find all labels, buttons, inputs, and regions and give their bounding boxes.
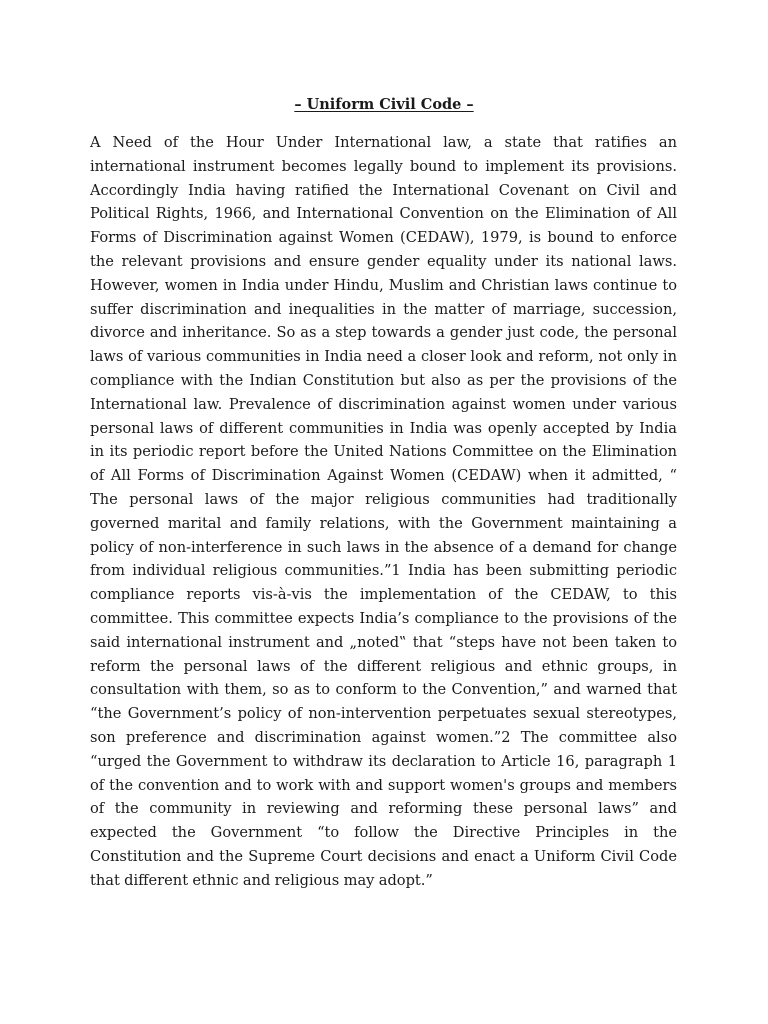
document-title: – Uniform Civil Code –	[294, 96, 474, 113]
body-paragraph: A Need of the Hour Under International law, a state that ratifies an international instrument becomes legally bound to implement its provisions. Accordingly India having ratified the International Covenant on Civil and Political Rights, 1966, and International Convention on the Elimination of All Forms of Discrimination against Women (CEDAW), 1979, is bound to enforce the relevant provisions and ensure gender equality under its national laws. However, women in India under Hindu, Muslim and Christian laws continue to suffer discrimination and inequalities in the matter of marriage, succession, divorce and inheritance. So as a step towards a gender just code, the personal laws of various communities in India need a closer look and reform, not only in compliance with the Indian Constitution but also as per the provisions of the International law. Prevalence of discrimination against women under various personal laws of different communities in India was openly accepted by India in its periodic report before the United Nations Committee on the Elimination of All Forms of Discrimination Against Women (CEDAW) when it admitted, “ The personal laws of the major religious communities had traditionally governed marital and family relations, with the Government maintaining a policy of non-interference in such laws in the absence of a demand for change from individual religious communities.”1 India has been submitting periodic compliance reports vis-à-vis the implementation of the CEDAW, to this committee. This committee expects India’s compliance to the provisions of the said international instrument and „noted‟ that “steps have not been taken to reform the personal laws of the different religious and ethnic groups, in consultation with them, so as to conform to the Convention,” and warned that “the Government’s policy of non-intervention perpetuates sexual stereotypes, son preference and discrimination against women.”2 The committee also “urged the Government to withdraw its declaration to Article 16, paragraph 1 of the convention and to work with and support women's groups and members of the community in reviewing and reforming these personal laws” and expected the Government “to follow the Directive Principles in the Constitution and the Supreme Court decisions and enact a Uniform Civil Code that different ethnic and religious may adopt.”	[90, 134, 677, 889]
